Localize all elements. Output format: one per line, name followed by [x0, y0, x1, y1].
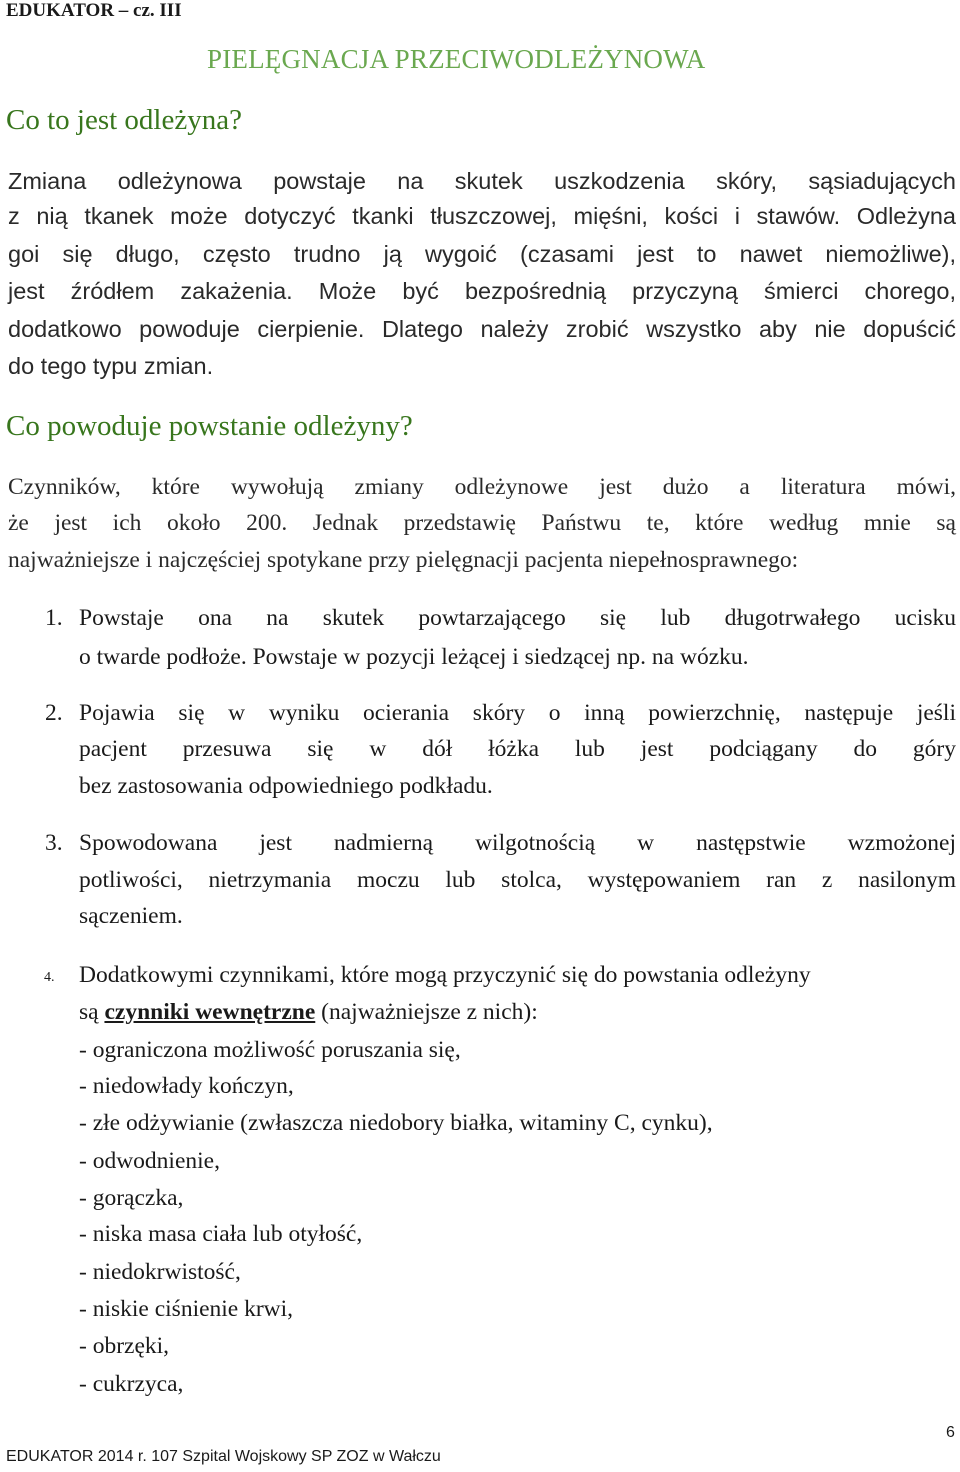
- page-footer: EDUKATOR 2014 r. 107 Szpital Wojskowy SP ZOZ w Wałczu: [6, 1448, 441, 1465]
- factor-item: - ograniczona możliwość poruszania się,: [79, 1037, 461, 1063]
- paragraph-line: z nią tkanek może dotyczyć tkanki tłuszczowej, mięśni, kości i stawów. Odleżyna: [8, 203, 956, 229]
- underlined-term: czynniki wewnętrzne: [104, 999, 316, 1025]
- list-item-line: [79, 999, 538, 1026]
- factor-item: - odwodnienie,: [79, 1148, 220, 1174]
- paragraph-line: goi się długo, często trudno ją wygoić (czasami jest to nawet niemożliwe),: [8, 241, 956, 267]
- paragraph-line: że jest ich około 200. Jednak przedstawię Państwu te, które według mnie są: [8, 510, 956, 536]
- paragraph-line: do tego typu zmian.: [8, 353, 214, 379]
- list-item-number: 1.: [45, 605, 63, 631]
- paragraph-line: najważniejsze i najczęściej spotykane przy pielęgnacji pacjenta niepełnosprawnego:: [8, 547, 799, 573]
- list-item-line: Spowodowana jest nadmierną wilgotnością w następstwie wzmożonej: [79, 830, 956, 856]
- list-item-line: bez zastosowania odpowiedniego podkładu.: [79, 773, 493, 799]
- text-run: (najważniejsze z nich):: [315, 999, 538, 1025]
- text-run: są: [79, 999, 105, 1025]
- list-item-line: Pojawia się w wyniku ocierania skóry o inną powierzchnię, następuje jeśli: [79, 700, 956, 726]
- paragraph-line: jest źródłem zakażenia. Może być bezpośrednią przyczyną śmierci chorego,: [8, 278, 956, 304]
- paragraph-line: Zmiana odleżynowa powstaje na skutek uszkodzenia skóry, sąsiadujących: [8, 168, 956, 194]
- factor-item: - złe odżywianie (zwłaszcza niedobory białka, witaminy C, cynku),: [79, 1110, 713, 1136]
- list-item-line: Powstaje ona na skutek powtarzającego się lub długotrwałego ucisku: [79, 605, 956, 631]
- document-title: PIELĘGNACJA PRZECIWODLEŻYNOWA: [207, 44, 706, 74]
- list-item-line: potliwości, nietrzymania moczu lub stolca, występowaniem ran z nasilonym: [79, 867, 956, 893]
- document-header-edition: EDUKATOR – cz. III: [6, 0, 182, 21]
- list-item-number: 2.: [45, 700, 63, 726]
- section-heading-what-is: Co to jest odleżyna?: [6, 104, 242, 136]
- list-item-number: 4.: [44, 970, 55, 985]
- factor-item: - gorączka,: [79, 1185, 184, 1211]
- paragraph-line: Czynników, które wywołują zmiany odleżynowe jest dużo a literatura mówi,: [8, 474, 956, 500]
- paragraph-line: dodatkowo powoduje cierpienie. Dlatego należy zrobić wszystko aby nie dopuścić: [8, 316, 956, 342]
- section-heading-causes: Co powoduje powstanie odleżyny?: [6, 410, 413, 442]
- factor-item: - niska masa ciała lub otyłość,: [79, 1221, 363, 1247]
- factor-item: - niedokrwistość,: [79, 1259, 241, 1285]
- factor-item: - niskie ciśnienie krwi,: [79, 1296, 294, 1322]
- list-item-number: 3.: [45, 830, 63, 856]
- factor-item: - niedowłady kończyn,: [79, 1073, 294, 1099]
- page-number: 6: [946, 1424, 955, 1441]
- list-item-line: o twarde podłoże. Powstaje w pozycji leżącej i siedzącej np. na wózku.: [79, 644, 749, 670]
- list-item-line: pacjent przesuwa się w dół łóżka lub jest podciągany do góry: [79, 736, 956, 762]
- factor-item: - cukrzyca,: [79, 1371, 184, 1397]
- list-item-line: sączeniem.: [79, 903, 183, 929]
- list-item-line: Dodatkowymi czynnikami, które mogą przyczynić się do powstania odleżyny: [79, 962, 811, 988]
- factor-item: - obrzęki,: [79, 1333, 170, 1359]
